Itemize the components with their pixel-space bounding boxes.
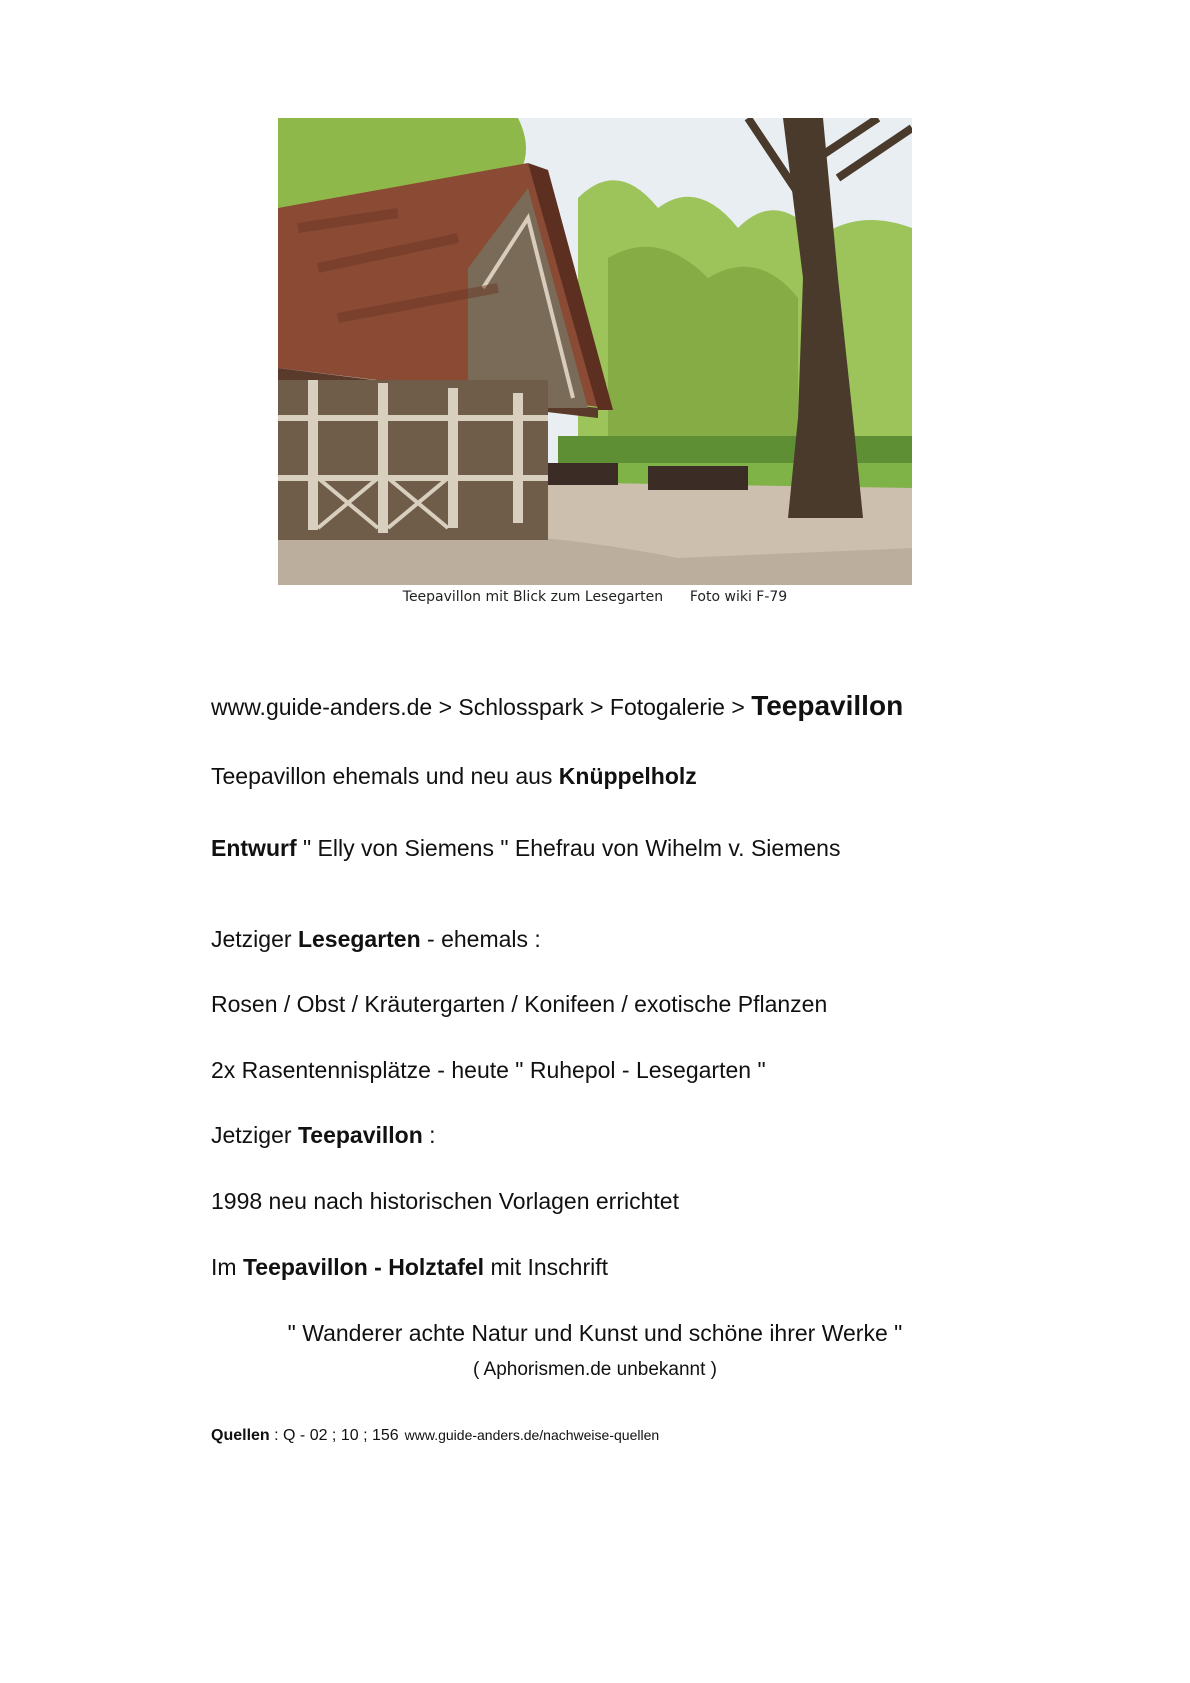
photo-caption [278,589,912,605]
inscription-label: Teepavillon - Holztafel [242,1254,485,1280]
tennis-line: 2x Rasentennisplätze - heute " Ruhepol - Lesegarten " [211,1057,766,1083]
sources-label: Quellen [211,1427,270,1444]
inscription-line [211,1254,608,1281]
inscription-suffix: mit Inschrift [484,1254,609,1280]
pavilion-label: Teepavillon [297,1122,423,1148]
pavilion-prefix: Jetziger [211,1122,298,1148]
plants-line: Rosen / Obst / Kräutergarten / Konifeen / exotische Pflanzen [211,991,828,1017]
breadcrumb-gallery: Fotogalerie [609,694,725,720]
rebuilt-line: 1998 neu nach historischen Vorlagen errichtet [211,1188,679,1214]
sources-line [211,1427,659,1445]
quote-author: ( Aphorismen.de unbekannt ) [473,1359,717,1380]
breadcrumb-current: Teepavillon [751,690,904,721]
intro-line [211,763,697,790]
intro-bold: Knüppelholz [558,763,697,789]
pavilion-photo [278,118,912,585]
reading-garden-prefix: Jetziger [211,926,298,952]
breadcrumb-section: Schlosspark [458,694,584,720]
inscription-quote: " Wanderer achte Natur und Kunst und schöne ihrer Werke " [287,1320,903,1346]
design-text: " Elly von Siemens " Ehefrau von Wihelm v. Siemens [296,835,841,861]
sources-link[interactable]: www.guide-anders.de/nachweise-quellen [404,1427,660,1443]
reading-garden-label: Lesegarten [297,926,421,952]
reading-garden-suffix: - ehemals : [420,926,541,952]
caption-credit: Foto wiki F-79 [689,589,788,605]
inscription-prefix: Im [211,1254,243,1280]
sources-refs: : Q - 02 ; 10 ; 156 [269,1427,399,1444]
breadcrumb-separator: > [438,694,453,720]
breadcrumb-separator: > [590,694,604,720]
breadcrumb-separator: > [731,694,745,720]
intro-text: Teepavillon ehemals und neu aus [211,763,559,789]
caption-text: Teepavillon mit Blick zum Lesegarten [402,589,664,605]
breadcrumb-site: www.guide-anders.de [211,694,433,720]
design-label: Entwurf [211,835,297,861]
breadcrumb [211,690,903,722]
design-line [211,835,840,862]
pavilion-line [211,1122,436,1149]
pavilion-suffix: : [422,1122,436,1148]
reading-garden-line [211,926,541,953]
